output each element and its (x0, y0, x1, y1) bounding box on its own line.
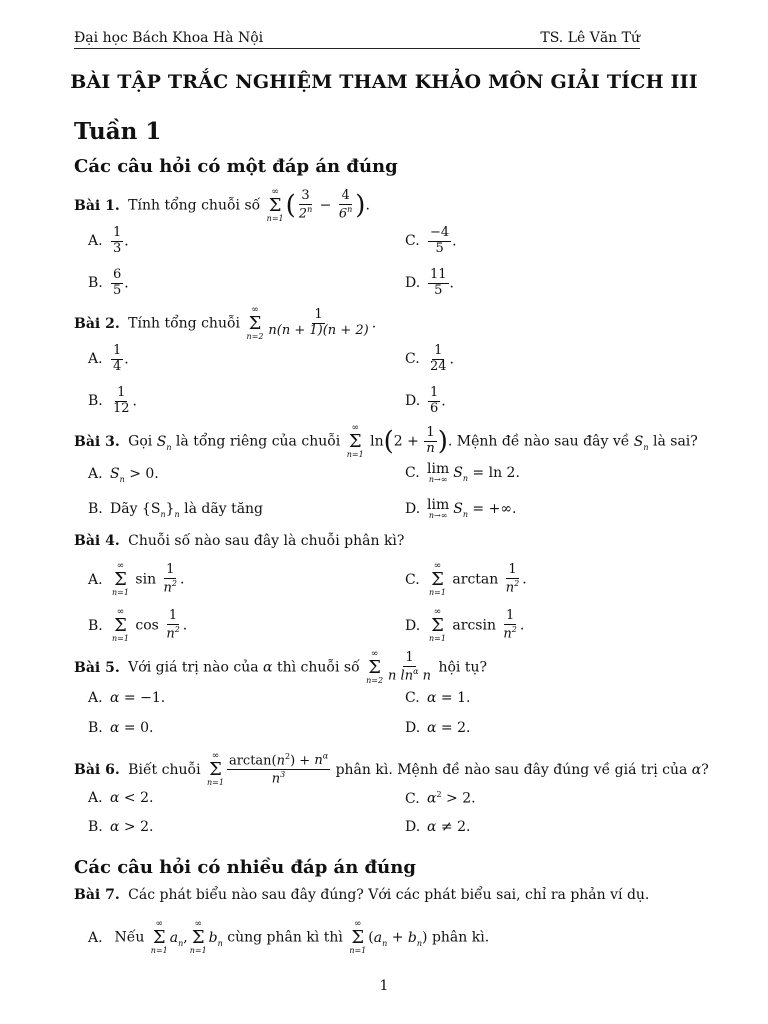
sum-symbol: ∞ Σ n=1 (266, 187, 284, 223)
question-2-label: Bài 2. (74, 315, 120, 332)
q3-option-b-text: Dãy {S (110, 501, 161, 517)
question-3-text-d: là sai? (653, 433, 698, 450)
q7-option-a-text-b: cùng phân kì thì (227, 929, 343, 946)
q6-option-d[interactable]: D. α ≠ 2. (405, 819, 471, 835)
question-6: Bài 6. Biết chuỗi ∞ Σ n=1 $\frac{\arctan(n^2) + n^\alpha}{n^3}$ phân kì. Mệnh đề nào sau đây đúng về giá trị của α? (74, 751, 709, 788)
q5-option-c[interactable]: C. α = 1. (405, 690, 471, 706)
question-6-label: Bài 6. (74, 761, 120, 778)
fraction: $\frac{1}{n(n + 1)(n + 2)}$ (268, 307, 369, 338)
question-1-label: Bài 1. (74, 197, 120, 214)
q1-option-a[interactable]: A. $\frac{1}{3}$ . (88, 225, 129, 256)
q1-option-c[interactable]: C. $\frac{-4}{5}$ . (405, 225, 457, 256)
q3-option-c[interactable]: C. lim n→∞ $S_n = \ln 2$. (405, 461, 520, 484)
q6-option-a[interactable]: A. α < 2. (88, 790, 154, 806)
fraction: $\frac{4}{6^n}$ (338, 187, 353, 222)
question-4 (74, 533, 404, 549)
q3-option-b-tail: là dãy tăng (184, 501, 264, 517)
question-3-text-b: là tổng riêng của chuỗi (175, 433, 341, 450)
question-1: Bài 1. Tính tổng chuỗi số ∞ Σ n=1 ( $\frac{3}{2^n}$ − $\frac{4}{6^n}$ ). (74, 187, 370, 223)
page-number: 1 (379, 978, 389, 994)
fraction: $\frac{3}{2^n}$ (298, 187, 313, 222)
question-5-text-b: thì chuỗi số (276, 659, 360, 676)
header-institution: Đại học Bách Khoa Hà Nội (74, 30, 264, 46)
question-1-text: Tính tổng chuỗi số (128, 197, 261, 214)
question-7-text: Các phát biểu nào sau đây đúng? Với các phát biểu sai, chỉ ra phản ví dụ. (128, 887, 650, 903)
q4-option-a[interactable]: A. ∞ Σ n=1 sin $\frac{1}{n^2}$ . (88, 561, 185, 597)
sum-symbol: ∞ Σ n=1 (346, 423, 364, 459)
question-5-text-a: Với giá trị nào của (128, 659, 259, 676)
question-4-label: Bài 4. (74, 533, 120, 549)
q6-option-c[interactable]: C. $\alpha^2 > 2$. (405, 790, 476, 807)
q1-option-d[interactable]: D. $\frac{11}{5}$ . (405, 267, 454, 298)
header-author: TS. Lê Văn Tứ (540, 30, 640, 46)
q7-option-a-text-a: Nếu (114, 929, 145, 946)
section-heading-multiple: Các câu hỏi có nhiều đáp án đúng (74, 857, 416, 878)
question-3-text-c: . Mệnh đề nào sau đây về (447, 433, 630, 450)
q2-option-c[interactable]: C. $\frac{1}{24}$ . (405, 343, 454, 374)
q5-option-b[interactable]: B. α = 0. (88, 720, 154, 736)
question-5-text-c: hội tụ? (438, 659, 487, 676)
sum-symbol: ∞ Σ n=2 (366, 649, 384, 685)
question-4-text: Chuỗi số nào sau đây là chuỗi phân kì? (128, 533, 405, 549)
q7-option-a[interactable]: A. Nếu ∞ Σ n=1 $a_n$, ∞ Σ n=1 $b_n$ cùng phân kì thì ∞ Σ n=1 $(a_n + b_n)$ phân kì. (88, 919, 490, 955)
q7-option-a-text-c: phân kì. (431, 929, 490, 946)
sum-symbol: ∞ Σ n=2 (246, 305, 264, 341)
question-3-label: Bài 3. (74, 433, 120, 450)
q4-option-d[interactable]: D. ∞ Σ n=1 arcsin $\frac{1}{n^2}$ . (405, 607, 525, 643)
q4-option-c[interactable]: C. ∞ Σ n=1 arctan $\frac{1}{n^2}$ . (405, 561, 527, 597)
q2-option-d[interactable]: D. $\frac{1}{6}$ . (405, 385, 446, 416)
q6-option-b[interactable]: B. α > 2. (88, 819, 154, 835)
q3-option-b[interactable]: B. Dãy $\{S_n\}_n$ là dãy tăng (88, 501, 264, 519)
section-heading-single: Các câu hỏi có một đáp án đúng (74, 156, 398, 177)
q2-option-b[interactable]: B. $\frac{1}{12}$ . (88, 385, 137, 416)
question-7 (74, 887, 649, 903)
q5-option-d[interactable]: D. α = 2. (405, 720, 471, 736)
question-6-text-b: phân kì. Mệnh đề nào sau đây đúng về giá trị của (335, 761, 688, 778)
question-5-label: Bài 5. (74, 659, 120, 676)
question-5: Bài 5. Với giá trị nào của α thì chuỗi số ∞ Σ n=2 $\frac{1}{n \ln^\alpha n}$ hội tụ? (74, 649, 487, 685)
q3-option-d[interactable]: D. lim n→∞ $S_n$ = +∞. (405, 497, 517, 520)
question-2-text: Tính tổng chuỗi (128, 315, 241, 332)
question-2: Bài 2. Tính tổng chuỗi ∞ Σ n=2 $\frac{1}{n(n + 1)(n + 2)}$ . (74, 305, 377, 341)
sum-symbol: ∞ Σ n=1 (207, 751, 224, 788)
q4-option-b[interactable]: B. ∞ Σ n=1 cos $\frac{1}{n^2}$ . (88, 607, 188, 643)
q2-option-a[interactable]: A. $\frac{1}{4}$ . (88, 343, 129, 374)
question-7-label: Bài 7. (74, 887, 120, 903)
question-6-text-a: Biết chuỗi (128, 761, 201, 778)
q1-option-b[interactable]: B. $\frac{6}{5}$ . (88, 267, 129, 298)
week-heading: Tuần 1 (74, 118, 162, 145)
question-3: Bài 3. Gọi $S_n$ là tổng riêng của chuỗi ∞ Σ n=1 ln(2 + $\frac{1}{n}$ ). Mệnh đề nào sau đây về $S_n$ là sai? (74, 423, 698, 459)
q5-option-a[interactable]: A. α = −1. (88, 690, 166, 706)
q3-option-a[interactable]: A. $S_n > 0$. (88, 466, 159, 484)
question-3-text-a: Gọi (128, 433, 153, 450)
document-title: BÀI TẬP TRẮC NGHIỆM THAM KHẢO MÔN GIẢI TÍCH III (70, 71, 698, 93)
header-rule (74, 48, 640, 49)
